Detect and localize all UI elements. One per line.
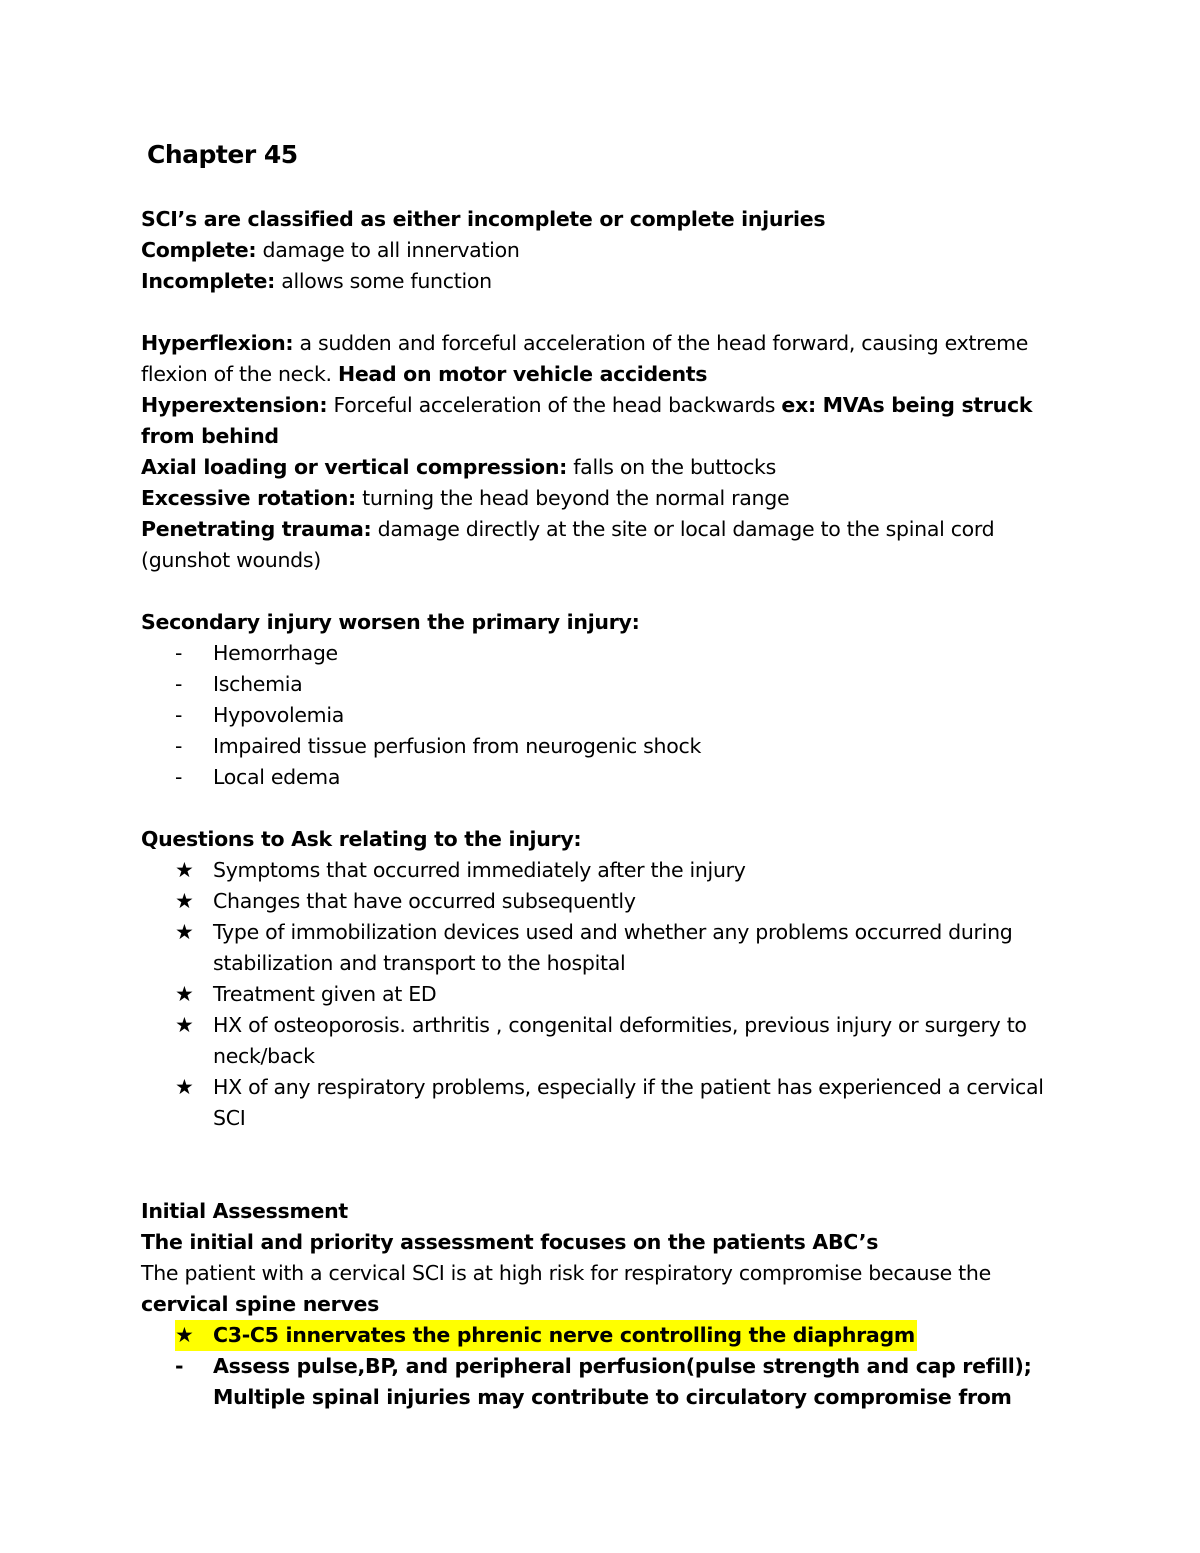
questions-list [141, 855, 1071, 1134]
list-item-text: HX of any respiratory problems, especially if the patient has experienced a cervical SCI [213, 1075, 1044, 1130]
list-item [141, 1320, 1071, 1351]
star-icon: ★ [175, 920, 194, 944]
rotation-def: turning the head beyond the normal range [355, 486, 790, 510]
initial-text: The patient with a cervical SCI is at high risk for respiratory compromise because the [141, 1261, 991, 1285]
list-item-text: Treatment given at ED [213, 982, 437, 1006]
secondary-list [141, 638, 1071, 793]
list-item-text: Local edema [213, 765, 341, 789]
penetrating-term: Penetrating trauma: [141, 517, 372, 541]
list-item-text: Type of immobilization devices used and whether any problems occurred during stabilization and transport to the hospital [213, 920, 1013, 975]
document-body [141, 204, 1071, 1413]
list-item-text: Assess pulse,BP, and peripheral perfusion(pulse strength and cap refill); Multiple spinal injuries may contribute to circulatory compromise from [213, 1354, 1032, 1409]
initial-text-bold: cervical spine nerves [141, 1292, 380, 1316]
spacer [141, 1134, 1071, 1196]
hyperextension-definition [141, 390, 1071, 452]
list-item-text: Ischemia [213, 672, 303, 696]
initial-assessment-text [141, 1258, 1071, 1320]
axial-term: Axial loading or vertical compression: [141, 455, 568, 479]
list-item-text: HX of osteoporosis. arthritis , congenital deformities, previous injury or surgery to neck/back [213, 1013, 1027, 1068]
list-item [141, 979, 1071, 1010]
list-item [141, 731, 1071, 762]
initial-assessment-subheading: The initial and priority assessment focuses on the patients ABC’s [141, 1230, 879, 1254]
dash-bullet: - [175, 765, 183, 789]
hyperflexion-example: Head on motor vehicle accidents [337, 362, 708, 386]
hyperflexion-def: a sudden and forceful acceleration of the head forward, causing extreme flexion of the neck. [141, 331, 1029, 386]
axial-definition [141, 452, 1071, 483]
complete-definition [141, 235, 1071, 266]
list-item [141, 700, 1071, 731]
questions-heading: Questions to Ask relating to the injury: [141, 827, 582, 851]
dash-bullet: - [175, 641, 183, 665]
list-item-text: Impaired tissue perfusion from neurogenic shock [213, 734, 702, 758]
hyperextension-term: Hyperextension: [141, 393, 328, 417]
complete-def: damage to all innervation [256, 238, 520, 262]
spacer [141, 576, 1071, 607]
list-item [141, 1010, 1071, 1072]
axial-def: falls on the buttocks [567, 455, 776, 479]
list-item [141, 669, 1071, 700]
list-item-text: C3-C5 innervates the phrenic nerve controlling the diaphragm [213, 1323, 915, 1347]
star-icon: ★ [175, 1013, 194, 1037]
star-icon: ★ [175, 858, 194, 882]
list-item [141, 1351, 1071, 1413]
penetrating-definition [141, 514, 1071, 576]
list-item-text: Changes that have occurred subsequently [213, 889, 636, 913]
hyperflexion-definition [141, 328, 1071, 390]
dash-bullet: - [175, 703, 183, 727]
list-item [141, 886, 1071, 917]
dash-bullet: - [175, 1354, 184, 1378]
list-item [141, 917, 1071, 979]
star-icon: ★ [175, 1075, 194, 1099]
hyperextension-example: ex: MVAs being struck from behind [141, 393, 1033, 448]
penetrating-def: damage directly at the site or local damage to the spinal cord (gunshot wounds) [141, 517, 995, 572]
dash-bullet: - [175, 672, 183, 696]
highlighted-item [175, 1320, 917, 1351]
initial-assessment-heading: Initial Assessment [141, 1199, 348, 1223]
page-title: Chapter 45 [147, 140, 298, 169]
incomplete-term: Incomplete: [141, 269, 276, 293]
star-icon: ★ [175, 889, 194, 913]
list-item [141, 1072, 1071, 1134]
list-item [141, 855, 1071, 886]
star-icon: ★ [175, 982, 194, 1006]
incomplete-definition [141, 266, 1071, 297]
incomplete-def: allows some function [275, 269, 492, 293]
dash-bullet: - [175, 734, 183, 758]
list-item-text: Hypovolemia [213, 703, 345, 727]
star-icon: ★ [175, 1323, 194, 1347]
spacer [141, 793, 1071, 824]
secondary-heading: Secondary injury worsen the primary injury: [141, 610, 640, 634]
hyperextension-def: Forceful acceleration of the head backwards [327, 393, 782, 417]
spacer [141, 297, 1071, 328]
complete-term: Complete: [141, 238, 257, 262]
classification-heading: SCI’s are classified as either incomplete or complete injuries [141, 207, 826, 231]
initial-dash-list [141, 1351, 1071, 1413]
list-item-text: Symptoms that occurred immediately after the injury [213, 858, 746, 882]
list-item [141, 638, 1071, 669]
hyperflexion-term: Hyperflexion: [141, 331, 294, 355]
list-item [141, 762, 1071, 793]
rotation-term: Excessive rotation: [141, 486, 356, 510]
rotation-definition [141, 483, 1071, 514]
initial-star-list [141, 1320, 1071, 1351]
list-item-text: Hemorrhage [213, 641, 338, 665]
